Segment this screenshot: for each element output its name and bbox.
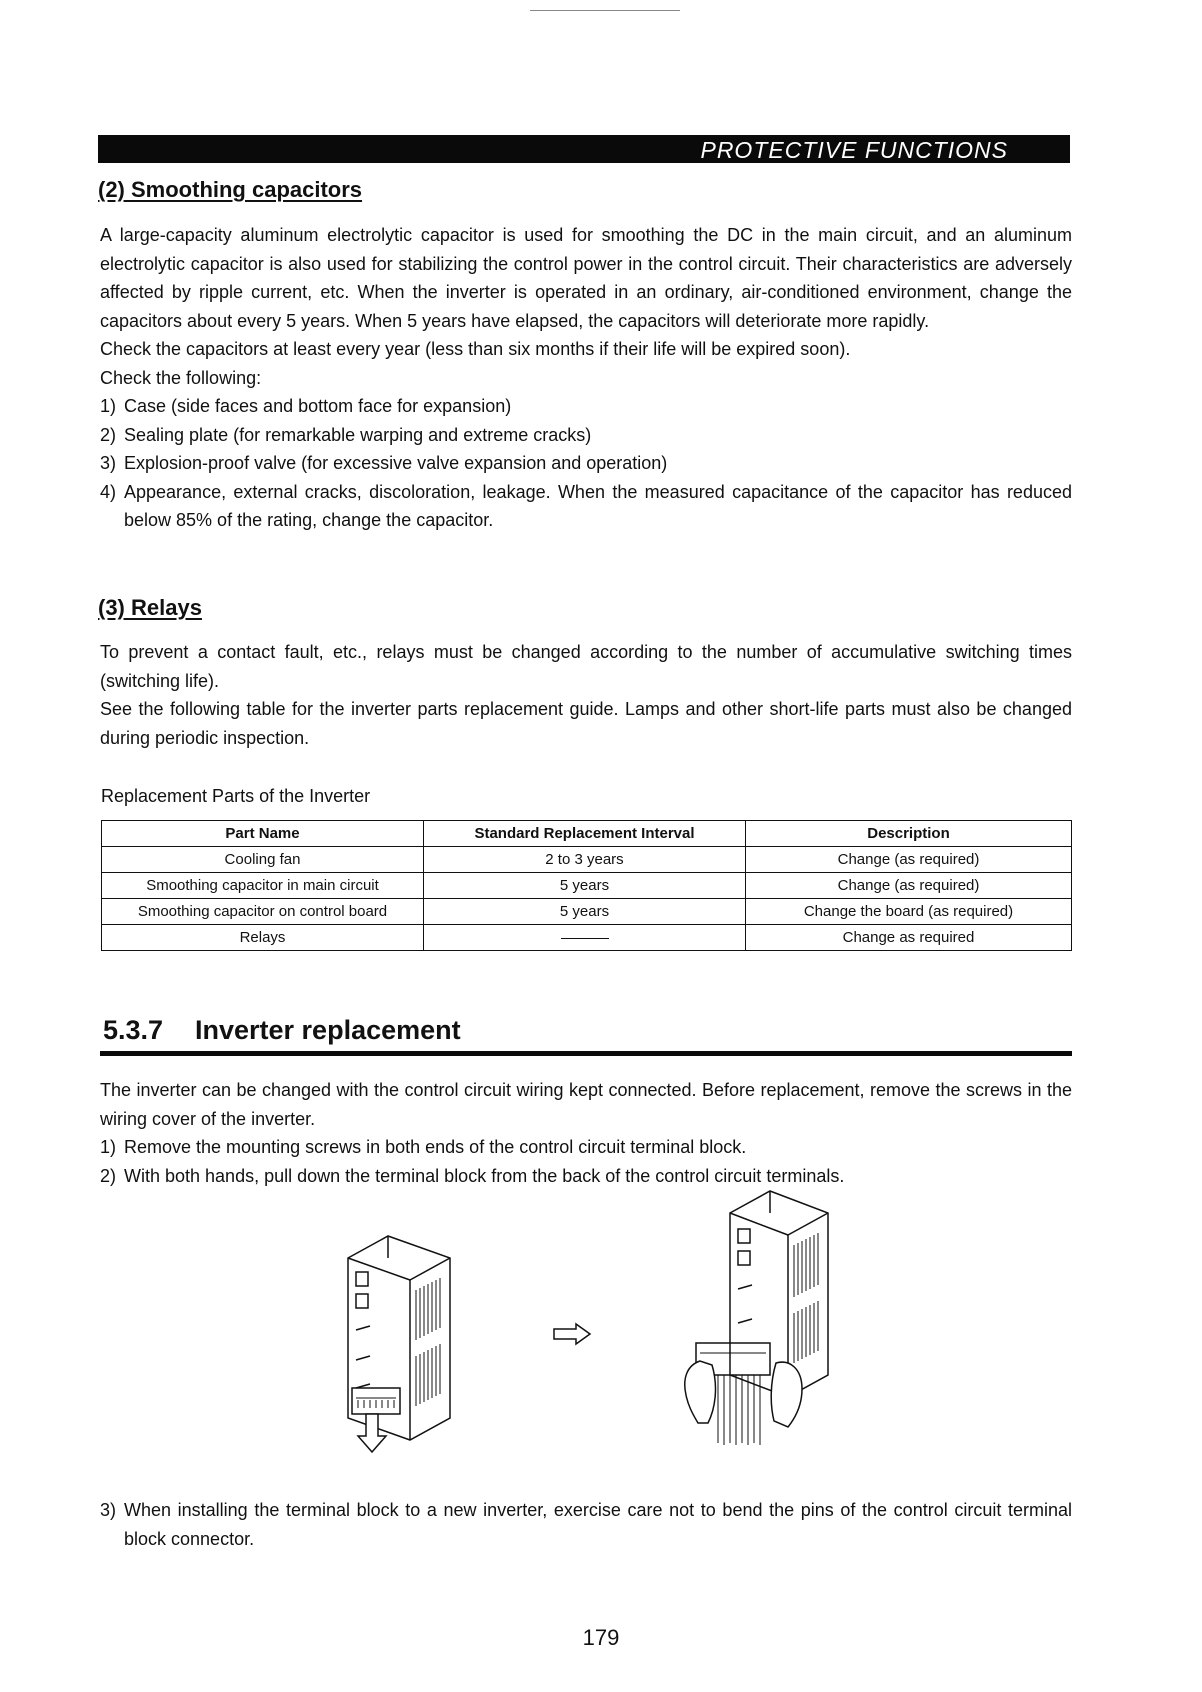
top-scan-rule [530, 10, 680, 11]
smoothing-capacitors-heading: (2) Smoothing capacitors [98, 177, 363, 202]
paragraph: See the following table for the inverter parts replacement guide. Lamps and other short-life parts must also be changed during periodic inspection. [100, 699, 1072, 748]
table-cell-dash [424, 925, 746, 951]
table-caption: Replacement Parts of the Inverter [101, 786, 371, 806]
paragraph: A large-capacity aluminum electrolytic capacitor is used for smoothing the DC in the main circuit, and an aluminum electrolytic capacitor is also used for stabilizing the control power in the control circuit. Their characteristics are adversely affected by ripple current, etc. When the inverter is operated in an ordinary, air-conditioned environment, change the capacitors about every 5 years. When 5 years have elapsed, the capacitors will deteriorate more rapidly. [100, 225, 1072, 331]
table-cell: Change (as required) [746, 847, 1072, 873]
paragraph: Check the capacitors at least every year (less than six months if their life will be expired soon). [100, 339, 851, 359]
column-header: Part Name [102, 821, 424, 847]
table-row [102, 847, 1072, 873]
table-cell: Smoothing capacitor on control board [102, 899, 424, 925]
column-header: Description [746, 821, 1072, 847]
table-row [102, 873, 1072, 899]
paragraph: Check the following: [100, 367, 262, 388]
table-cell: 5 years [424, 899, 746, 925]
table-cell: 2 to 3 years [424, 847, 746, 873]
list-item: 3) Explosion-proof valve (for excessive valve expansion and operation) [100, 453, 668, 473]
table-cell: Change (as required) [746, 873, 1072, 899]
list-item: 2) With both hands, pull down the terminal block from the back of the control circuit terminals. [100, 1165, 845, 1186]
paragraph: The inverter can be changed with the control circuit wiring kept connected. Before replacement, remove the screws in the wiring cover of the inverter. [100, 1080, 1072, 1129]
section-header-bar [98, 135, 1070, 163]
smoothing-capacitors-body [100, 221, 1072, 535]
inverter-replacement-heading [103, 1015, 461, 1046]
table-cell: 5 years [424, 873, 746, 899]
section-header-label: PROTECTIVE FUNCTIONS [700, 137, 1008, 163]
section-title: Inverter replacement [195, 1015, 461, 1045]
paragraph: To prevent a contact fault, etc., relays must be changed according to the number of accumulative switching times (switching life). [100, 642, 1072, 691]
relays-heading: (3) Relays [98, 595, 202, 620]
table-row [102, 925, 1072, 951]
list-item: 4) Appearance, external cracks, discoloration, leakage. When the measured capacitance of the capacitor has reduced below 85% of the rating, change the capacitor. [100, 481, 1072, 530]
inverter-replacement-body [100, 1076, 1072, 1190]
dash-mark [561, 938, 609, 939]
relays-body [100, 638, 1072, 752]
list-item: 2) Sealing plate (for remarkable warping and extreme cracks) [100, 424, 592, 445]
table-cell: Change as required [746, 925, 1072, 951]
inverter-before-illustration [338, 1228, 458, 1458]
list-item: 1) Remove the mounting screws in both ends of the control circuit terminal block. [100, 1137, 747, 1157]
table-cell: Change the board (as required) [746, 899, 1072, 925]
table-row [102, 899, 1072, 925]
page-number: 179 [582, 1625, 620, 1650]
section-number: 5.3.7 [103, 1015, 164, 1045]
table-cell: Relays [102, 925, 424, 951]
table-cell: Smoothing capacitor in main circuit [102, 873, 424, 899]
list-item: 1) Case (side faces and bottom face for expansion) [100, 396, 512, 416]
heading-rule [100, 1051, 1072, 1056]
arrow-right-icon [552, 1322, 592, 1346]
table-cell: Cooling fan [102, 847, 424, 873]
replacement-parts-table [101, 820, 1072, 951]
inverter-after-illustration [678, 1185, 838, 1455]
installing-note [100, 1496, 1072, 1553]
list-item: 3) When installing the terminal block to a new inverter, exercise care not to bend the pins of the control circuit terminal block connector. [100, 1500, 1072, 1549]
column-header: Standard Replacement Interval [424, 821, 746, 847]
table-header-row [102, 821, 1072, 847]
